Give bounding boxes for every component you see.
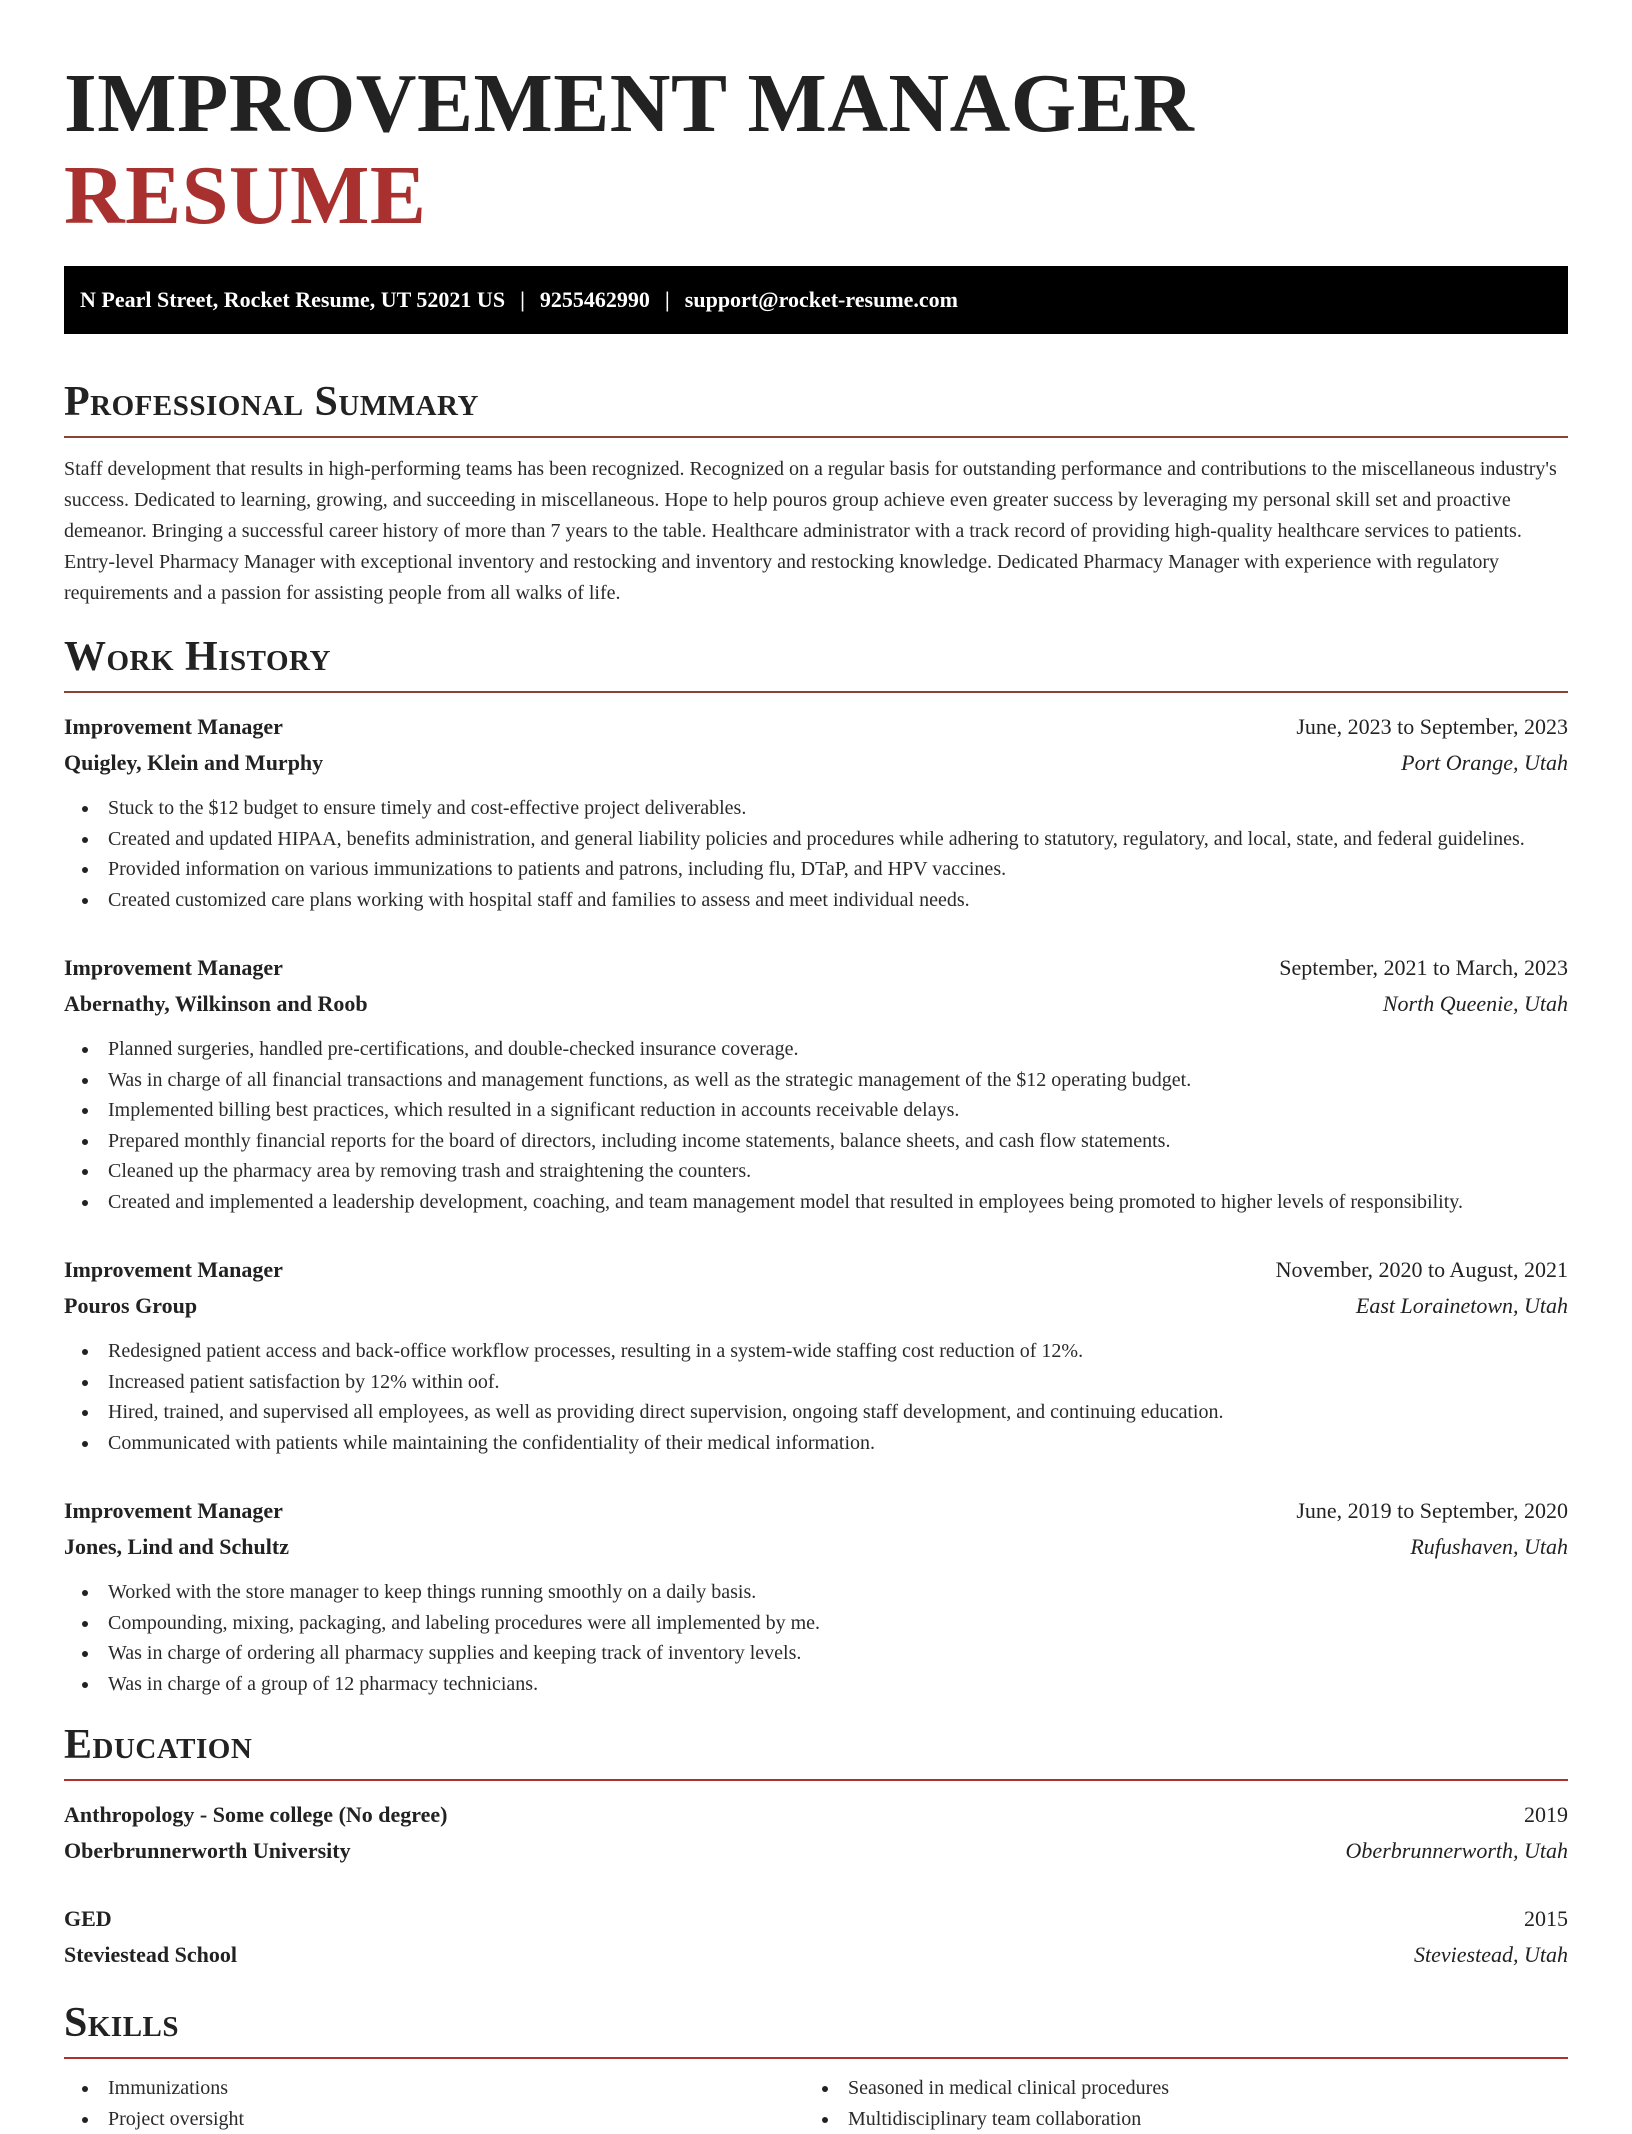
education-heading: Education — [64, 1721, 1568, 1781]
job-location: Port Orange, Utah — [1401, 745, 1568, 781]
education-degree: Anthropology - Some college (No degree) — [64, 1797, 448, 1833]
resume-title — [64, 58, 1568, 242]
job-company-row — [64, 745, 1568, 781]
skills-column-right — [804, 2073, 1544, 2134]
job-bullets — [64, 1577, 1568, 1699]
education-year: 2015 — [1524, 1901, 1568, 1937]
job-location: East Lorainetown, Utah — [1356, 1288, 1568, 1324]
job-bullets — [64, 1336, 1568, 1458]
summary-text: Staff development that results in high-performing teams has been recognized. Recognized on a regular basis for outstanding performance and contributions to the miscellaneous industry's success. Dedicated to learning, growing, and succeeding in miscellaneous. Hope to help pouros group achieve even greater success by leveraging my personal skill set and proactive demeanor. Bringing a successful career history of more than 7 years to the table. Healthcare administrator with a track record of providing high-quality healthcare services to patients. Entry-level Pharmacy Manager with exceptional inventory and restocking and inventory and restocking knowledge. Dedicated Pharmacy Manager with experience with regulatory requirements and a passion for assisting people from all walks of life. — [64, 454, 1568, 609]
job-location: North Queenie, Utah — [1383, 986, 1568, 1022]
job-title: Improvement Manager — [64, 1252, 283, 1288]
job-company-row — [64, 1529, 1568, 1565]
education-degree-row — [64, 1901, 1568, 1937]
contact-bar — [64, 266, 1568, 334]
job-bullet: Worked with the store manager to keep things running smoothly on a daily basis. — [82, 1577, 1568, 1608]
skills-list-right — [804, 2073, 1544, 2134]
job-bullet: Created and updated HIPAA, benefits administration, and general liability policies and procedures while adhering to statutory, regulatory, and local, state, and federal guidelines. — [82, 824, 1568, 855]
job-bullet: Communicated with patients while maintaining the confidentiality of their medical information. — [82, 1428, 1568, 1459]
education-section — [64, 1721, 1568, 1973]
education-school-row — [64, 1937, 1568, 1973]
job-header-row — [64, 950, 1568, 986]
education-entry — [64, 1797, 1568, 1869]
job-bullet: Was in charge of all financial transactions and management functions, as well as the strategic management of the $12 operating budget. — [82, 1065, 1568, 1096]
job-company: Quigley, Klein and Murphy — [64, 745, 323, 781]
contact-email: support@rocket-resume.com — [685, 287, 958, 312]
job-dates: June, 2019 to September, 2020 — [1296, 1493, 1568, 1529]
job-bullets — [64, 1034, 1568, 1217]
job-entry — [64, 1252, 1568, 1458]
job-bullet: Prepared monthly financial reports for the board of directors, including income statements, balance sheets, and cash flow statements. — [82, 1126, 1568, 1157]
skill-item: Seasoned in medical clinical procedures — [822, 2073, 1544, 2104]
skills-section — [64, 1999, 1568, 2134]
summary-section — [64, 378, 1568, 609]
job-company-row — [64, 986, 1568, 1022]
education-school-row — [64, 1833, 1568, 1869]
job-bullet: Cleaned up the pharmacy area by removing trash and straightening the counters. — [82, 1156, 1568, 1187]
job-bullets — [64, 793, 1568, 915]
education-location: Oberbrunnerworth, Utah — [1346, 1833, 1568, 1869]
job-entry — [64, 709, 1568, 915]
job-bullet: Stuck to the $12 budget to ensure timely and cost-effective project deliverables. — [82, 793, 1568, 824]
title-accent: RESUME — [64, 149, 426, 242]
job-company: Abernathy, Wilkinson and Roob — [64, 986, 368, 1022]
job-bullet: Created and implemented a leadership development, coaching, and team management model that resulted in employees being promoted to higher levels of responsibility. — [82, 1187, 1568, 1218]
skills-column-left — [64, 2073, 804, 2134]
job-bullet: Was in charge of a group of 12 pharmacy technicians. — [82, 1669, 1568, 1700]
education-location: Steviestead, Utah — [1414, 1937, 1568, 1973]
job-location: Rufushaven, Utah — [1410, 1529, 1568, 1565]
job-bullet: Compounding, mixing, packaging, and labeling procedures were all implemented by me. — [82, 1608, 1568, 1639]
education-school: Steviestead School — [64, 1937, 237, 1973]
title-main: IMPROVEMENT MANAGER — [64, 57, 1194, 150]
job-title: Improvement Manager — [64, 950, 283, 986]
skills-heading: Skills — [64, 1999, 1568, 2059]
education-degree-row — [64, 1797, 1568, 1833]
resume-page — [64, 0, 1568, 2134]
contact-phone: 9255462990 — [540, 287, 650, 312]
contact-address: N Pearl Street, Rocket Resume, UT 52021 US — [80, 287, 505, 312]
work-section — [64, 633, 1568, 1699]
job-bullet: Created customized care plans working with hospital staff and families to assess and meet individual needs. — [82, 885, 1568, 916]
job-title: Improvement Manager — [64, 1493, 283, 1529]
job-header-row — [64, 1252, 1568, 1288]
job-dates: June, 2023 to September, 2023 — [1296, 709, 1568, 745]
skill-item: Immunizations — [82, 2073, 804, 2104]
job-entry — [64, 1493, 1568, 1699]
job-header-row — [64, 1493, 1568, 1529]
work-heading: Work History — [64, 633, 1568, 693]
education-entry — [64, 1901, 1568, 1973]
education-year: 2019 — [1524, 1797, 1568, 1833]
job-company: Jones, Lind and Schultz — [64, 1529, 289, 1565]
job-bullet: Provided information on various immunizations to patients and patrons, including flu, DTaP, and HPV vaccines. — [82, 854, 1568, 885]
job-bullet: Implemented billing best practices, which resulted in a significant reduction in accounts receivable delays. — [82, 1095, 1568, 1126]
job-bullet: Increased patient satisfaction by 12% within oof. — [82, 1367, 1568, 1398]
skills-list-left — [64, 2073, 804, 2134]
job-dates: November, 2020 to August, 2021 — [1276, 1252, 1568, 1288]
job-bullet: Planned surgeries, handled pre-certifications, and double-checked insurance coverage. — [82, 1034, 1568, 1065]
job-dates: September, 2021 to March, 2023 — [1279, 950, 1568, 986]
summary-heading: Professional Summary — [64, 378, 1568, 438]
education-school: Oberbrunnerworth University — [64, 1833, 351, 1869]
contact-separator: | — [650, 287, 685, 312]
job-company-row — [64, 1288, 1568, 1324]
job-company: Pouros Group — [64, 1288, 197, 1324]
job-header-row — [64, 709, 1568, 745]
skills-grid — [64, 2073, 1568, 2134]
skill-item: Multidisciplinary team collaboration — [822, 2104, 1544, 2134]
contact-separator: | — [505, 287, 540, 312]
job-title: Improvement Manager — [64, 709, 283, 745]
job-bullet: Redesigned patient access and back-office workflow processes, resulting in a system-wide staffing cost reduction of 12%. — [82, 1336, 1568, 1367]
job-bullet: Hired, trained, and supervised all employees, as well as providing direct supervision, ongoing staff development, and continuing education. — [82, 1397, 1568, 1428]
job-bullet: Was in charge of ordering all pharmacy supplies and keeping track of inventory levels. — [82, 1638, 1568, 1669]
education-degree: GED — [64, 1901, 112, 1937]
skill-item: Project oversight — [82, 2104, 804, 2134]
job-entry — [64, 950, 1568, 1217]
